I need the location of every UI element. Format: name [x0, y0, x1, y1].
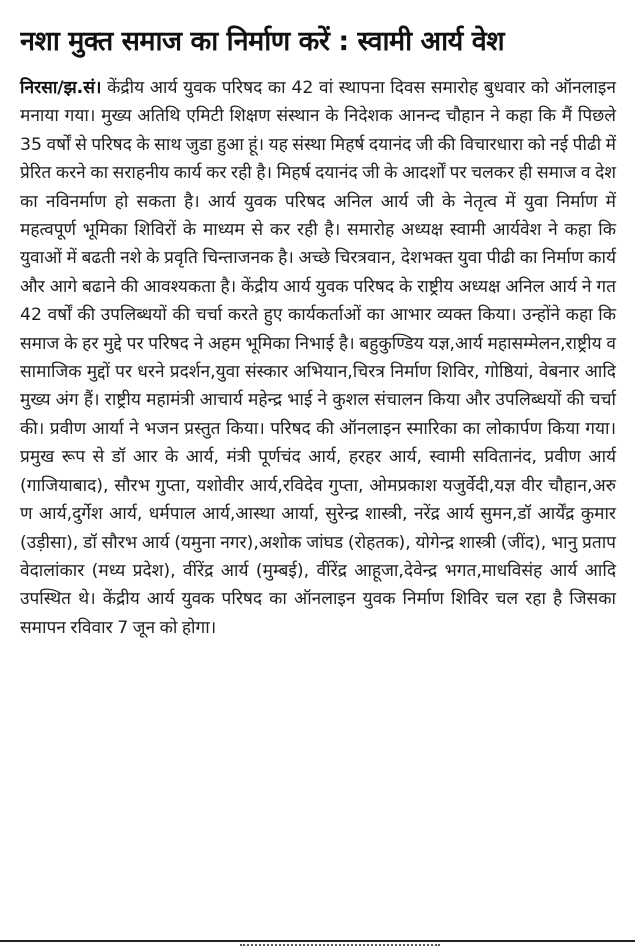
article-dateline: निरसा/झ.सं। [20, 78, 102, 98]
article-text: केंद्रीय आर्य युवक परिषद का 42 वां स्थापना दिवस समारोह बुधवार को ऑनलाइन मनाया गया। मुख्य अतिथि एमिटी शिक्षण संस्थान के निदेशक आनन्द चौहान ने कहा कि मैं पिछले 35 वर्षों से परिषद के साथ जुडा हुआ हूं। यह संस्था मिहर्ष दयानंद जी की विचारधारा को नई पीढी में प्रेरित करने का सराहनीय कार्य कर रही है। मिहर्ष दयानंद जी के आदर्शों पर चलकर ही समाज व देश का नविनर्माण हो सकता है। आर्य युवक परिषद अनिल आर्य जी के नेतृत्व में युवा निर्माण में महत्वपूर्ण भूमिका शिविरों के माध्यम से कर रही है। समारोह अध्यक्ष स्वामी आर्यवेश ने कहा कि युवाओं में बढती नशे के प्रवृति चिन्ताजनक है। अच्छे चिरत्रवान, देशभक्त युवा पीढी का निर्माण कार्य और आगे बढाने की आवश्यकता है। केंद्रीय आर्य युवक परिषद के राष्ट्रीय अध्यक्ष अनिल आर्य ने गत 42 वर्षों की उपलिब्धयों की चर्चा करते हुए कार्यकर्ताओं का आभार व्यक्त किया। उन्होंने कहा कि समाज के हर मुद्दे पर परिषद ने अहम भूमिका निभाई है। बहुकुण्डिय यज्ञ,आर्य महासम्मेलन,राष्ट्रीय व सामाजिक मुद्दों पर धरने प्रदर्शन,युवा संस्कार अभियान,चिरत्र निर्माण शिविर, गोष्ठियां, वेबनार आदि मुख्य अंग हैं। राष्ट्रीय महामंत्री आचार्य महेन्द्र भाई ने कुशल संचालन किया और उपलिब्धयों की चर्चा की। प्रवीण आर्या ने भजन प्रस्तुत किया। परिषद की ऑनलाइन स्मारिका का लोकार्पण किया गया। प्रमुख रूप से डॉ आर के आर्य, मंत्री पूर्णचंद आर्य, हरहर आर्य, स्वामी सवितानंद, प्रवीण आर्य (गाजियाबाद), सौरभ गुप्ता, यशोवीर आर्य,रविदेव गुप्ता, ओमप्रकाश यजुर्वेदी,यज्ञ वीर चौहान,अरु ण आर्य,दुर्गेश आर्य, धर्मपाल आर्य,आस्था आर्या, सुरेन्द्र शास्त्री, नरेंद्र आर्य सुमन,डॉ आर्येंद्र कुमार (उड़ीसा), डॉ सौरभ आर्य (यमुना नगर),अशोक जांघड (रोहतक), योगेन्द्र शास्त्री (जींद), भानु प्रताप वेदालांकार (मध्य प्रदेश), वींरेंद्र आर्य (मुम्बई), वींरेंद्र आहूजा,देवेन्द्र भगत,माधविसंह आर्य आदि उपस्थित थे। केंद्रीय आर्य युवक परिषद का ऑनलाइन युवक निर्माण शिविर चल रहा है जिसका समापन रविवार 7 जून को होगा। [20, 78, 617, 638]
article-body [20, 74, 616, 642]
cropped-previous-text [0, 0, 635, 11]
article-headline: नशा मुक्त समाज का निर्माण करें : स्वामी आर्य वेश [20, 26, 505, 57]
cropped-next-text [240, 944, 440, 948]
bottom-divider [0, 940, 635, 942]
